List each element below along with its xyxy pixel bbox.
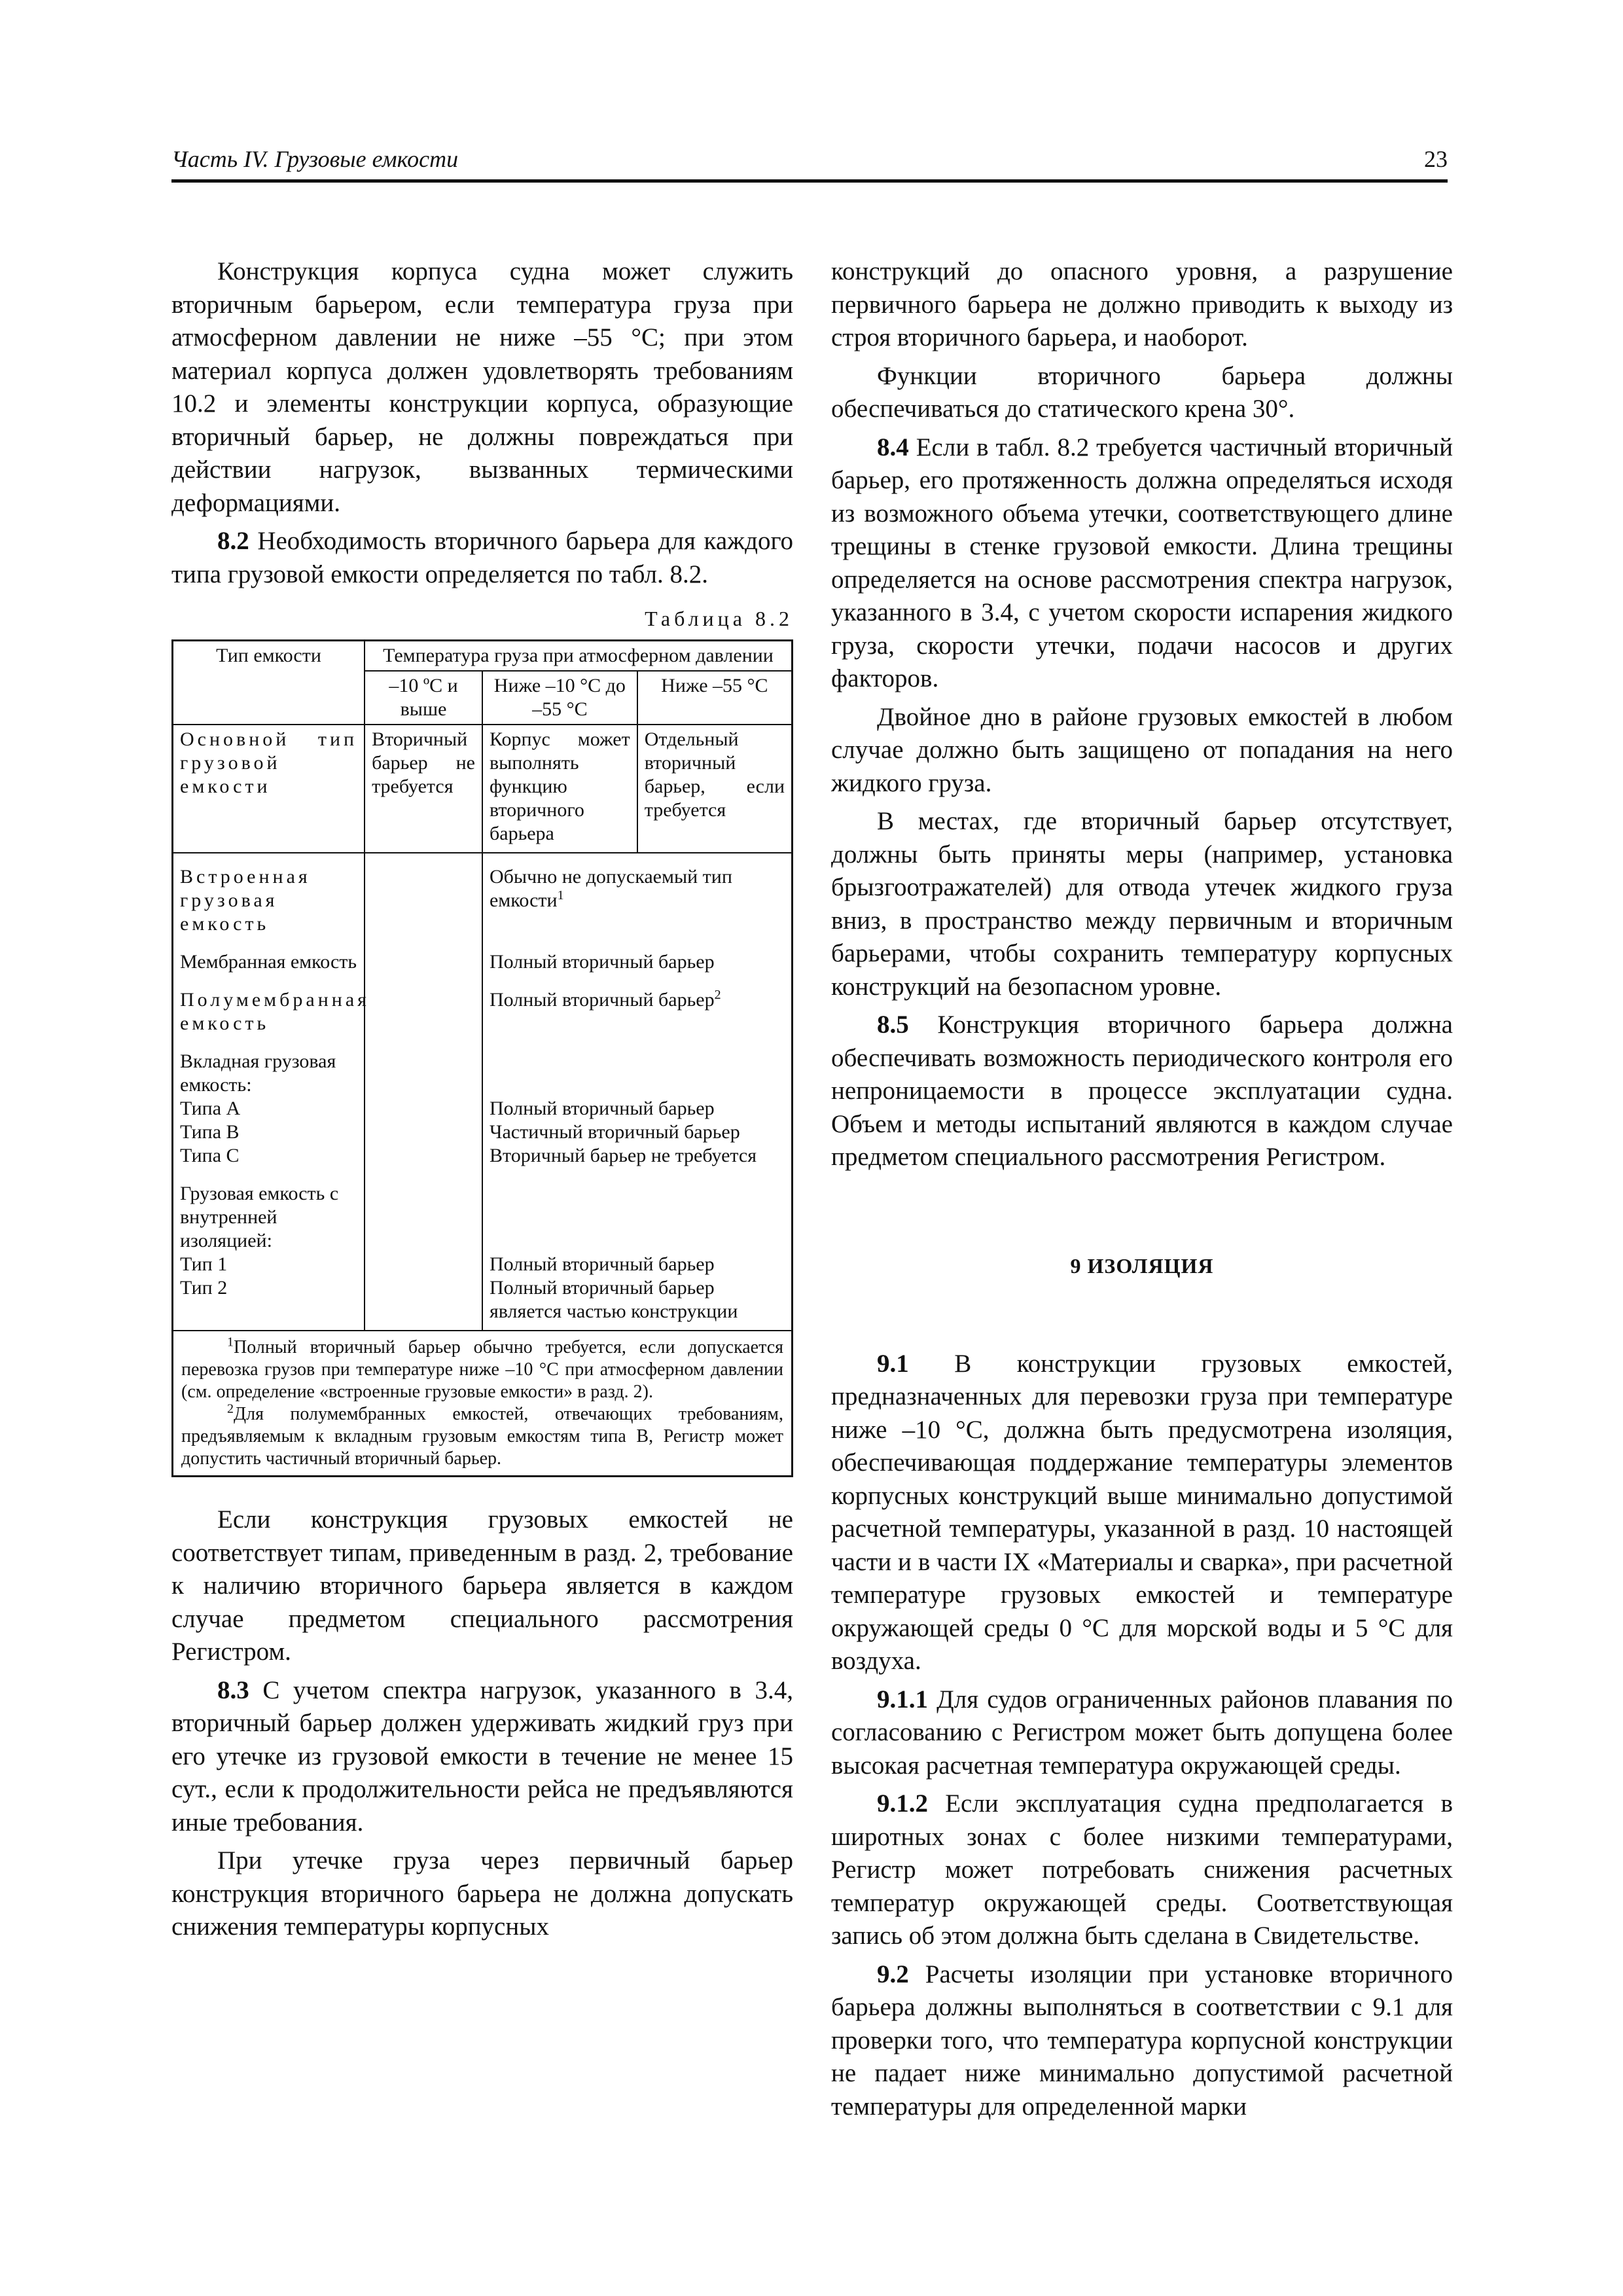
table-row bbox=[173, 853, 793, 939]
header-col-above-minus10: –10 ºС и выше bbox=[365, 671, 482, 725]
paragraph-text: Если эксплуатация судна предполагается в широтных зонах с более низкими температурами, Регистр может потребовать снижения расчетных температур окружающей среды. Соответствующая запись об этом должна быть сделана в Свидетельстве. bbox=[831, 1789, 1453, 1950]
page-number: 23 bbox=[1424, 146, 1448, 172]
cell-text: Типа A bbox=[180, 1098, 241, 1119]
paragraph: Если конструкция грузовых емкостей не соответствует типам, приведенным в разд. 2, требование к наличию вторичного барьера является в каждом случае предметом специального рассмотрения Регистром. bbox=[171, 1505, 793, 1666]
footnote-ref: 1 bbox=[557, 888, 564, 903]
cell-value: Полный вторичный барьер bbox=[482, 939, 793, 977]
left-column bbox=[171, 255, 793, 1944]
cell-value: Отдельный вторичный барьер, если требуется bbox=[637, 725, 793, 853]
footnote-ref: 2 bbox=[714, 988, 721, 1002]
paragraph: При утечке груза через первичный барьер конструкция вторичного барьера не должна допускать снижения температуры корпусных bbox=[171, 1846, 793, 1941]
table-row bbox=[173, 977, 793, 1038]
paragraph: В местах, где вторичный барьер отсутствует, должны быть приняты меры (например, установка брызгоотражателей) для отвода утечек жидкого груза вниз, в пространство между первичным и вторичным барьерами, чтобы сохранить температуру корпусных конструкций на безопасном уровне. bbox=[831, 807, 1453, 1001]
paragraph: Конструкция корпуса судна может служить вторичным барьером, если температура груза при атмосферном давлении не ниже –55 °С; при этом материал корпуса должен удовлетворять требованиям 10.2 и элементы конструкции корпуса, образующие вторичный барьер, не должны повреждаться при действии нагрузок, вызванных термическими деформациями. bbox=[171, 257, 793, 517]
paragraph-8-2 bbox=[171, 525, 793, 591]
paragraph-9-1-1 bbox=[831, 1683, 1453, 1783]
header-col-minus10-to-minus55: Ниже –10 °С до –55 °С bbox=[482, 671, 637, 725]
cell-text: Полный вторичный барьер является частью конструкции bbox=[489, 1277, 738, 1322]
cell-value: Корпус может выполнять функцию вторичного барьера bbox=[482, 725, 637, 853]
section-title: 9 ИЗОЛЯЦИЯ bbox=[1070, 1253, 1214, 1278]
paragraph-8-5 bbox=[831, 1009, 1453, 1174]
paragraph-text: Необходимость вторичного барьера для каждого типа грузовой емкости определяется по табл. 8.2. bbox=[171, 527, 793, 588]
page-header bbox=[171, 145, 1448, 183]
table-footnotes bbox=[173, 1331, 793, 1477]
cell-type: Полумембранная емкость bbox=[173, 977, 365, 1038]
cell-text: Вкладная грузовая емкость: bbox=[180, 1050, 336, 1096]
clause-number: 8.2 bbox=[217, 527, 249, 555]
cell-type: Основной тип грузовой емкости bbox=[173, 725, 365, 853]
right-column bbox=[831, 255, 1453, 2123]
header-tank-type: Тип емкости bbox=[173, 641, 365, 725]
clause-number: 9.1 bbox=[877, 1349, 909, 1378]
clause-number: 9.1.1 bbox=[877, 1685, 928, 1713]
paragraph-text: Если в табл. 8.2 требуется частичный вторичный барьер, его протяженность должна определяться исходя из возможного объема утечки, соответствующего длине трещины в стенке грузовой емкости. Длина трещины определяется на основе рассмотрения спектра нагрузок, указанного в 3.4, с учетом скорости испарения жидкого груза, скорости утечки, подачи насосов и других факторов. bbox=[831, 433, 1453, 692]
paragraph-9-1 bbox=[831, 1348, 1453, 1678]
header-temperature: Температура груза при атмосферном давлении bbox=[365, 641, 792, 672]
paragraph-text: Расчеты изоляции при установке вторичного барьера должны выполняться в соответствии с 9.1 для проверки того, что температура корпусной конструкции не падает ниже минимально допустимой расчетной температуры для определенной марки bbox=[831, 1960, 1453, 2121]
clause-number: 9.2 bbox=[877, 1960, 909, 1988]
paragraph: конструкций до опасного уровня, а разрушение первичного барьера не должно приводить к выходу из строя вторичного барьера, и наоборот. bbox=[831, 257, 1453, 351]
footnote-1: $^1$Полный вторичный барьер обычно требуется, если допускается перевозка грузов при температуре ниже –10 °С при атмосферном давлении (см. определение «встроенные грузовые емкости» в разд. 2). bbox=[181, 1335, 783, 1402]
cell-value: Вторичный барьер не требуется bbox=[365, 725, 482, 853]
table-caption: Таблица 8.2 bbox=[645, 607, 793, 630]
clause-number: 8.3 bbox=[217, 1676, 249, 1704]
clause-number: 9.1.2 bbox=[877, 1789, 928, 1818]
cell-text: Грузовая емкость с внутренней изоляцией: bbox=[180, 1183, 339, 1251]
footnote-2: $^2$Для полумембранных емкостей, отвечающих требованиям, предъявляемым к вкладным грузовым емкостям типа B, Регистр может допустить частичный вторичный барьер. bbox=[181, 1401, 783, 1469]
cell-text: Обычно не допускаемый тип емкости bbox=[489, 866, 732, 911]
clause-number: 8.4 bbox=[877, 433, 909, 461]
cell-text: Полный вторичный барьер bbox=[489, 1098, 715, 1119]
cell-text: Тип 1 bbox=[180, 1253, 228, 1275]
paragraph: Функции вторичного барьера должны обеспечиваться до статического крена 30°. bbox=[831, 361, 1453, 423]
cell-text: Полный вторичный барьер bbox=[489, 1253, 715, 1275]
header-col-below-minus55: Ниже –55 °С bbox=[637, 671, 793, 725]
barrier-table bbox=[171, 639, 793, 1477]
table-row bbox=[173, 1170, 793, 1331]
cell-value bbox=[482, 853, 793, 939]
cell-text: Вторичный барьер не требуется bbox=[489, 1145, 757, 1166]
paragraph-9-1-2 bbox=[831, 1787, 1453, 1953]
cell-type bbox=[173, 1038, 365, 1170]
cell-type bbox=[173, 1170, 365, 1331]
cell-value bbox=[482, 1170, 793, 1331]
paragraph-8-3 bbox=[171, 1674, 793, 1840]
paragraph: Двойное дно в районе грузовых емкостей в любом случае должно быть защищено от попадания на него жидкого груза. bbox=[831, 702, 1453, 797]
cell-text: Тип 2 bbox=[180, 1277, 228, 1299]
table-row bbox=[173, 1038, 793, 1170]
cell-type: Встроенная грузовая емкость bbox=[173, 853, 365, 939]
paragraph-text: С учетом спектра нагрузок, указанного в 3.4, вторичный барьер должен удерживать жидкий груз при его утечке из грузовой емкости в течение не менее 15 сут., если к продолжительности рейса не предъявляются иные требования. bbox=[171, 1676, 793, 1837]
cell-value bbox=[482, 1038, 793, 1170]
cell-value bbox=[482, 977, 793, 1038]
paragraph-text: Конструкция вторичного барьера должна обеспечивать возможность периодического контроля его непроницаемости в процессе эксплуатации судна. Объем и методы испытаний являются в каждом случае предметом специального рассмотрения Регистром. bbox=[831, 1011, 1453, 1171]
cell-text: Частичный вторичный барьер bbox=[489, 1121, 740, 1143]
cell-text: Типа B bbox=[180, 1121, 240, 1143]
paragraph-8-4 bbox=[831, 431, 1453, 696]
table-row bbox=[173, 939, 793, 977]
cell-type: Мембранная емкость bbox=[173, 939, 365, 977]
paragraph-text: Для судов ограниченных районов плавания по согласованию с Регистром может быть допущена более высокая расчетная температура окружающей среды. bbox=[831, 1685, 1453, 1780]
header-title: Часть IV. Грузовые емкости bbox=[171, 146, 459, 172]
clause-number: 8.5 bbox=[877, 1011, 909, 1039]
cell-text: Полный вторичный барьер bbox=[489, 989, 715, 1011]
paragraph-text: В конструкции грузовых емкостей, предназначенных для перевозки груза при температуре ниже –10 °С, должна быть предусмотрена изоляция, обеспечивающая поддержание температуры элементов корпусных конструкций выше минимально допустимой расчетной температуры, указанной в разд. 10 настоящей части и в части IX «Материалы и сварка», при расчетной температуре грузовых емкостей и температуре окружающей среды 0 °С для морской воды и 5 °С для воздуха. bbox=[831, 1349, 1453, 1675]
paragraph-9-2 bbox=[831, 1958, 1453, 2124]
cell-text: Типа C bbox=[180, 1145, 240, 1166]
table-row bbox=[173, 725, 793, 853]
